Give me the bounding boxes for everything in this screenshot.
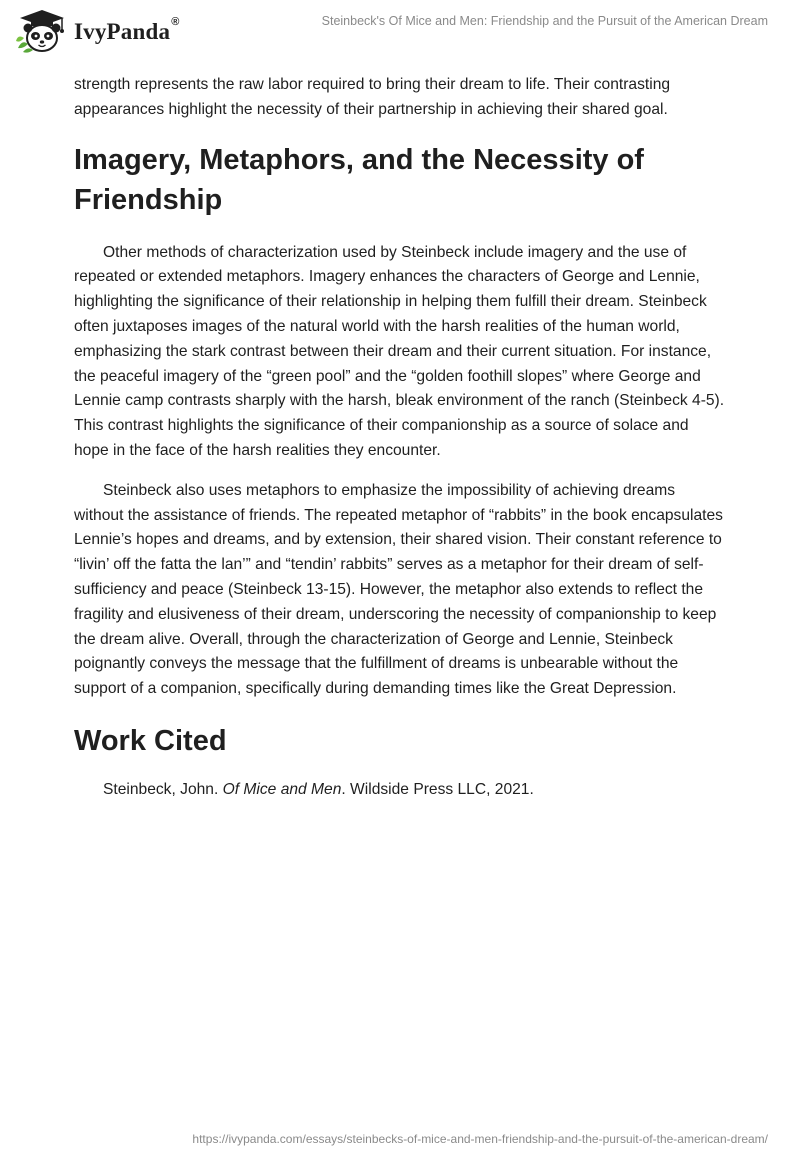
citation-entry xyxy=(74,778,726,803)
citation-author: Steinbeck, John. xyxy=(103,780,223,798)
document-title: Steinbeck's Of Mice and Men: Friendship and the Pursuit of the American Dream xyxy=(321,14,768,28)
body-paragraph-2: Steinbeck also uses metaphors to emphasize the impossibility of achieving dreams without the assistance of friends. The repeated metaphor of “rabbits” in the book encapsulates Lennie’s hopes and dreams, and by extension, their shared vision. Their constant reference to “livin’ off the fatta the lan’” and “tendin’ rabbits” serves as a metaphor for their dream of self-sufficiency and peace (Steinbeck 13-15). However, the metaphor also extends to reflect the fragility and elusiveness of their dream, underscoring the necessity of companionship to keep the dream alive. Overall, through the characterization of George and Lennie, Steinbeck poignantly conveys the message that the fulfillment of dreams is unbearable without the support of a companion, specifically during demanding times like the Great Depression. xyxy=(74,481,723,698)
section-heading-work-cited: Work Cited xyxy=(74,724,227,757)
body-paragraph-1: Other methods of characterization used by Steinbeck include imagery and the use of repeated or extended metaphors. Imagery enhances the characters of George and Lennie, highlighting the significance of their relationship in helping them fulfill their dream. Steinbeck often juxtaposes images of the natural world with the harsh realities of the human world, emphasizing the stark contrast between their dream and their current situation. For instance, the peaceful imagery of the “green pool” and the “golden foothill slopes” where George and Lennie camp contrasts sharply with the harsh, bleak environment of the ranch (Steinbeck 4-5). This contrast highlights the significance of their companionship as a source of solace and hope in the face of the harsh realities they encounter. xyxy=(74,243,725,459)
logo-text: IvyPanda xyxy=(74,19,171,44)
ivypanda-logo[interactable] xyxy=(14,8,180,54)
footer-source-url[interactable]: https://ivypanda.com/essays/steinbecks-of-mice-and-men-friendship-and-the-pursuit-of-the-american-dream/ xyxy=(192,1132,768,1146)
logo-wordmark xyxy=(74,16,180,45)
page-header xyxy=(0,0,800,60)
section-heading-imagery: Imagery, Metaphors, and the Necessity of Friendship xyxy=(74,143,644,216)
panda-graduate-logo-icon xyxy=(14,8,70,54)
citation-publisher: . Wildside Press LLC, 2021. xyxy=(341,780,534,798)
logo-registered-mark: ® xyxy=(171,16,180,28)
essay-content xyxy=(74,73,726,803)
intro-paragraph: strength represents the raw labor required to bring their dream to life. Their contrasting appearances highlight the necessity of their partnership in achieving their shared goal. xyxy=(74,76,671,118)
citation-title: Of Mice and Men xyxy=(222,780,342,798)
